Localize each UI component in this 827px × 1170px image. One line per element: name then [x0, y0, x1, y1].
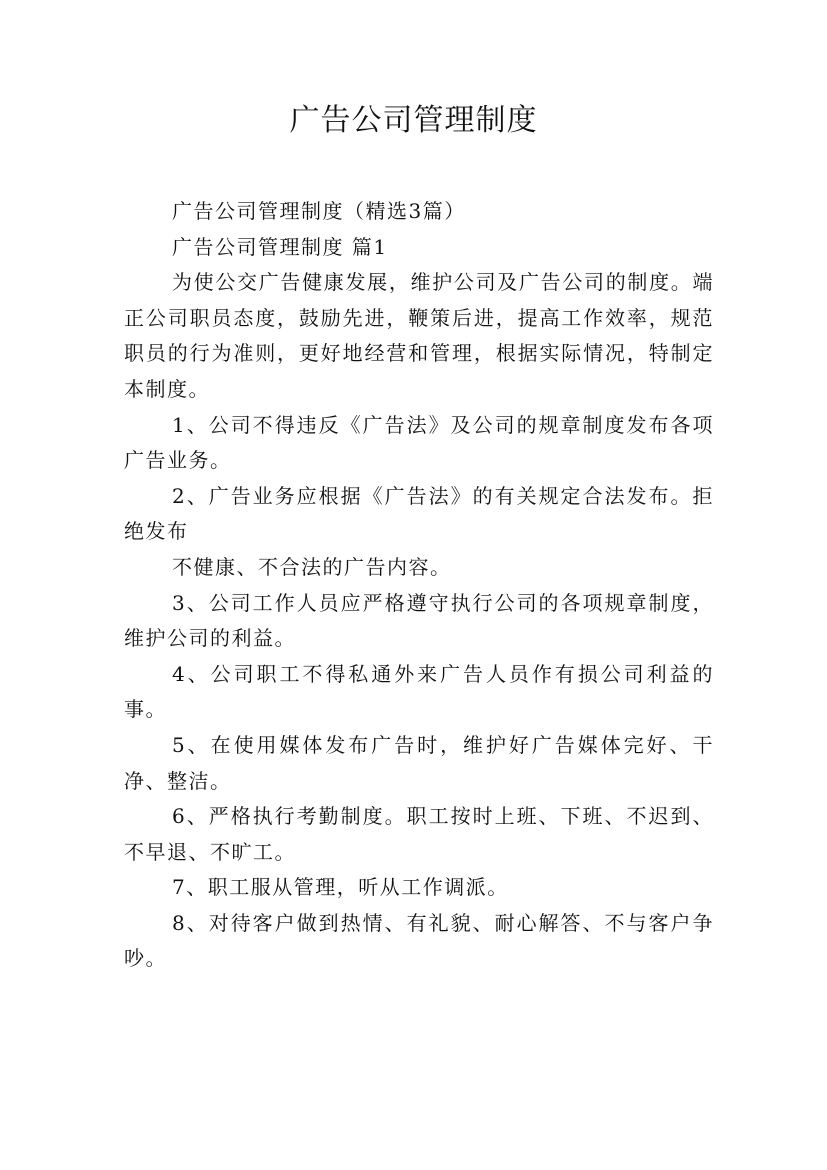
- document-title: 广告公司管理制度: [289, 103, 538, 138]
- paragraph-rule-6: 6、严格执行考勤制度。职工按时上班、下班、不迟到、不早退、不旷工。: [124, 804, 714, 864]
- paragraph-rule-8: 8、对待客户做到热情、有礼貌、耐心解答、不与客户争吵。: [124, 910, 714, 971]
- paragraph-rule-2: 2、广告业务应根据《广告法》的有关规定合法发布。拒绝发布: [124, 483, 714, 544]
- document-body: [124, 194, 714, 977]
- paragraph-subtitle: 广告公司管理制度（精选3篇）: [172, 199, 466, 223]
- paragraph-section-heading: 广告公司管理制度 篇1: [172, 234, 388, 259]
- paragraph-rule-1: 1、公司不得违反《广告法》及公司的规章制度发布各项广告业务。: [124, 412, 714, 473]
- paragraph-rule-4: 4、公司职工不得私通外来广告人员作有损公司利益的事。: [124, 661, 714, 722]
- paragraph-rule-7: 7、职工服从管理，听从工作调派。: [172, 875, 509, 900]
- paragraph-intro: 为使公交广告健康发展，维护公司及广告公司的制度。端正公司职员态度，鼓励先进，鞭策后进，提高工作效率，规范职员的行为准则，更好地经营和管理，根据实际情况，特制定本制度。: [124, 270, 714, 401]
- paragraph-rule-3: 3、公司工作人员应严格遵守执行公司的各项规章制度，维护公司的利益。: [124, 590, 714, 651]
- paragraph-rule-5: 5、在使用媒体发布广告时，维护好广告媒体完好、干净、整洁。: [124, 732, 714, 793]
- paragraph-rule-2-continued: 不健康、不合法的广告内容。: [172, 554, 452, 579]
